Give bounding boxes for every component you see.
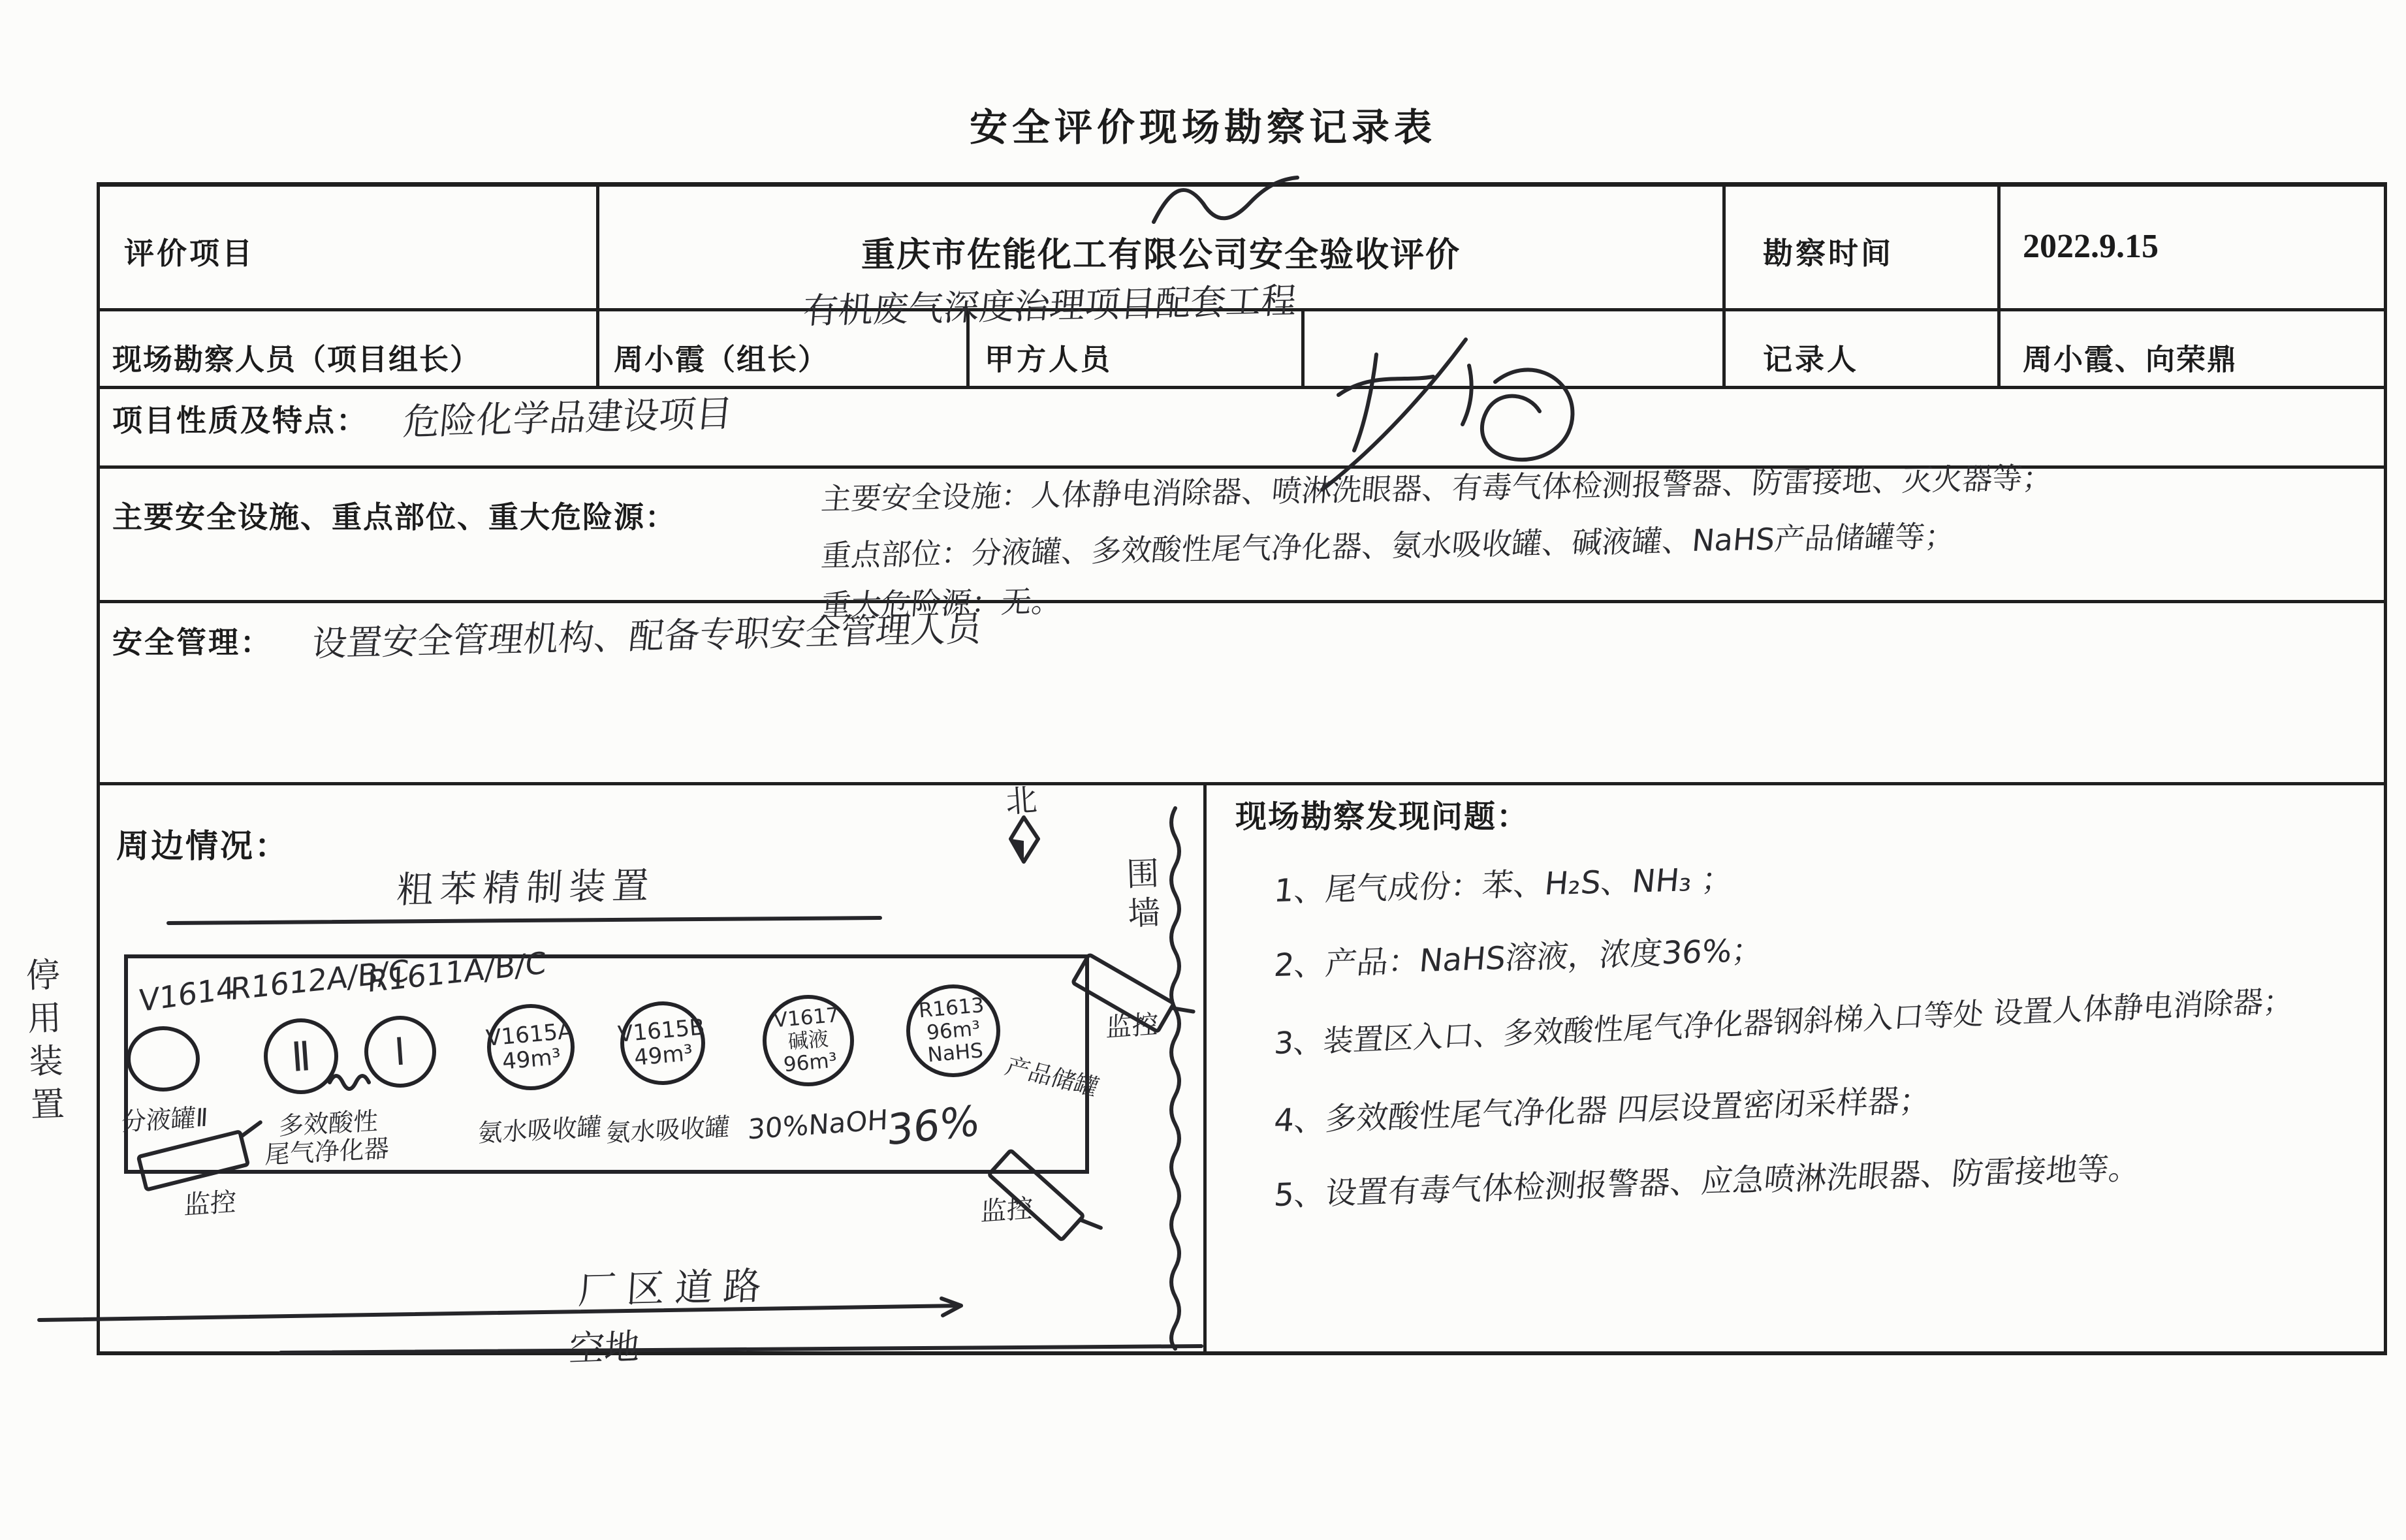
row-divider-2 <box>97 386 2387 389</box>
col-divider-a <box>596 182 599 389</box>
camera-label: 监控 <box>980 1193 1034 1227</box>
col-divider-g <box>1997 308 2001 389</box>
tank-below-label: 分液罐Ⅱ <box>120 1103 209 1137</box>
facilities-line-1: 主要安全设施：人体静电消除器、喷淋洗眼器、有毒气体检测报警器、防雷接地、灭火器等； <box>819 460 2054 517</box>
tank-top-label: R1612A/B/C <box>229 952 410 1007</box>
tank-below-label: 多效酸性 尾气净化器 <box>264 1106 390 1169</box>
issue-item-2: 2、产品：NaHS溶液，浓度36%； <box>1273 932 1765 984</box>
project-name: 重庆市佐能化工有限公司安全验收评价 <box>861 237 1461 274</box>
row-divider-4 <box>97 600 2387 603</box>
adjacent-plant-label: 粗苯精制装置 <box>395 864 657 912</box>
col-divider-b <box>1722 182 1726 311</box>
management-value-handwritten: 设置安全管理机构、配备专职安全管理人员 <box>309 608 984 665</box>
col-divider-c <box>1997 182 2001 311</box>
nature-label: 项目性质及特点： <box>112 404 368 437</box>
fence-wavy-line <box>1171 808 1179 1349</box>
facilities-line-3: 重大危险源：无。 <box>819 583 1064 623</box>
recorder-label: 记录人 <box>1763 343 1860 376</box>
tank-circle-V1615A <box>487 1004 575 1090</box>
tank-circle-V1614 <box>127 1026 200 1092</box>
tank-inner-label: R1613 96m³ NaHS <box>917 993 985 1067</box>
check-mark-stroke <box>1146 171 1309 243</box>
survey-time-label: 勘察时间 <box>1763 237 1893 270</box>
client-label: 甲方人员 <box>985 343 1113 376</box>
tank-below-label: 36% <box>886 1097 981 1155</box>
tank-circle-V1615B <box>617 1001 706 1085</box>
tank-inner-label: V1617 碱液 96m³ <box>772 1003 840 1077</box>
surveyors-label: 现场勘察人员（项目组长） <box>112 343 481 376</box>
facilities-label: 主要安全设施、重点部位、重大危险源： <box>112 501 676 534</box>
facilities-line-2: 重点部位：分液罐、多效酸性尾气净化器、氨水吸收罐、碱液罐、NaHS产品储罐等； <box>819 518 1957 574</box>
issue-item-3: 3、装置区入口、多效酸性尾气净化器钢斜梯入口等处 设置人体静电消除器； <box>1273 982 2295 1061</box>
table-border-right <box>2384 182 2387 1355</box>
tank-right-label: 产品储罐 <box>1002 1053 1102 1102</box>
open-land-line <box>281 1346 1201 1353</box>
nature-value-handwritten: 危险化学品建设项目 <box>401 392 735 444</box>
col-divider-f <box>1722 308 1726 389</box>
tank-inner-label: V1615A 49m³ <box>485 1018 575 1075</box>
issue-item-5: 5、设置有毒气体检测报警器、应急喷淋洗眼器、防雷接地等。 <box>1273 1150 2142 1214</box>
north-label: 北 <box>1004 781 1039 821</box>
road-label: 厂区道路 <box>577 1263 773 1313</box>
tank-below-label: 30%NaOH <box>747 1103 889 1146</box>
surroundings-label: 周边情况： <box>116 828 289 864</box>
camera-label: 监控 <box>183 1187 237 1221</box>
tank-circle-R1611 <box>364 1016 436 1088</box>
issue-item-4: 4、多效酸性尾气净化器 四层设置密闭采样器； <box>1273 1082 1933 1140</box>
tank-inner-label: V1615B 49m³ <box>617 1014 706 1071</box>
project-label: 评价项目 <box>124 237 255 270</box>
recorder-value: 周小霞、向荣鼎 <box>2023 343 2238 376</box>
open-land-label: 空地 <box>567 1326 641 1370</box>
camera-label: 监控 <box>1105 1009 1159 1043</box>
project-name-handwritten: 有机废气深度治理项目配套工程 <box>801 280 1299 332</box>
tank-below-label: 氨水吸收罐 <box>605 1112 731 1148</box>
north-compass-fill <box>1011 839 1024 862</box>
survey-time-value: 2022.9.15 <box>2023 228 2159 265</box>
issue-item-1: 1、尾气成份：苯、H₂S、NH₃ ； <box>1272 860 1735 910</box>
road-line <box>39 1306 961 1320</box>
adjacent-plant-underline <box>168 918 880 923</box>
tank-circle-R1613 <box>906 984 1000 1077</box>
tank-inner-label: Ⅱ <box>289 1031 313 1081</box>
tank-below-label: 氨水吸收罐 <box>477 1112 603 1148</box>
tank-top-label: R1611A/B/C <box>366 945 547 999</box>
page-title: 安全评价现场勘察记录表 <box>969 106 1437 149</box>
tank-circle-V1617 <box>763 995 854 1086</box>
disused-plant-label: 停用装置 <box>19 956 65 1131</box>
fence-label: 围墙 <box>1120 856 1162 935</box>
tank-inner-label: Ⅰ <box>393 1029 407 1075</box>
tank-top-label: V1614 <box>138 969 235 1019</box>
issues-label: 现场勘察发现问题： <box>1235 800 1530 834</box>
tank-circle-R1612 <box>264 1018 338 1094</box>
management-label: 安全管理： <box>112 626 272 659</box>
surveyors-value: 周小霞（组长） <box>614 343 829 376</box>
